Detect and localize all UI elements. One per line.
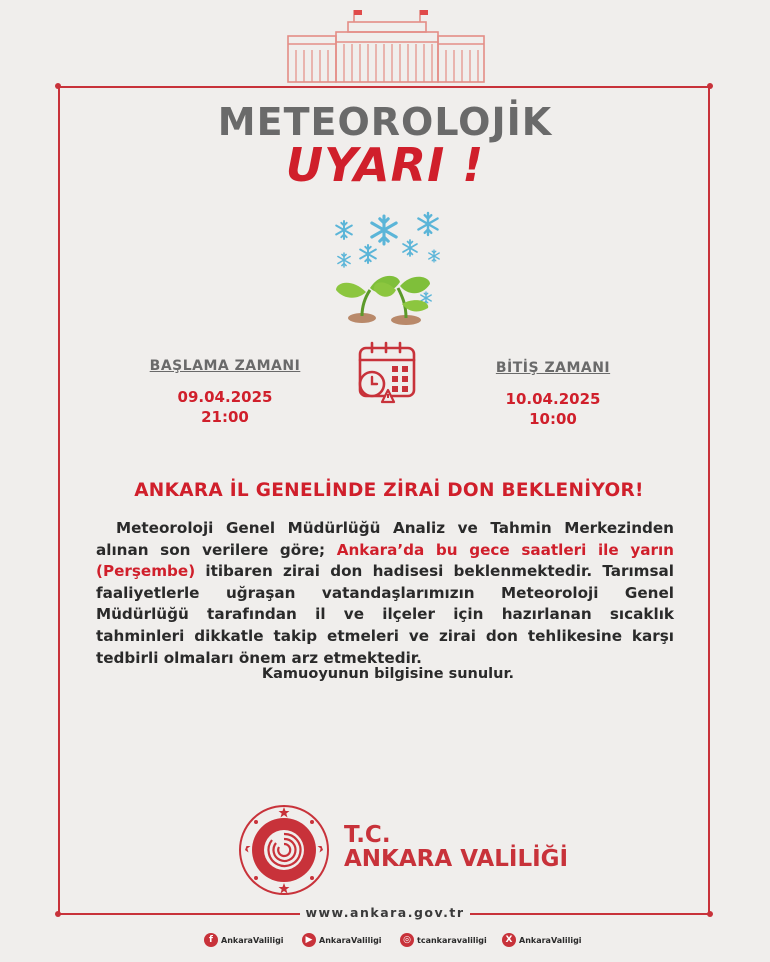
frame-corner-dot [707,83,713,89]
social-handle: AnkaraValiligi [319,935,382,945]
social-instagram[interactable] [400,933,487,947]
social-handle: AnkaraValiligi [221,935,284,945]
social-youtube[interactable] [302,933,382,947]
end-time-block [453,360,653,428]
social-handle: AnkaraValiligi [519,935,582,945]
social-facebook[interactable] [204,933,284,947]
start-time-label: BAŞLAMA ZAMANI [149,358,301,374]
org-line-ankara-valiligi: ANKARA VALİLİĞİ [344,846,569,872]
calendar-clock-warning-icon [356,340,418,404]
end-hour: 10:00 [529,410,577,428]
social-x[interactable] [502,933,582,947]
end-date: 10.04.2025 [505,390,601,408]
body-text-highlight: Ankara’da bu gece saatleri ile yarın (Perşembe) [96,540,674,581]
ankara-governorship-seal [238,804,330,896]
org-line-tc: T.C. [344,822,391,848]
x-icon: X [502,933,516,947]
footer-divider-right [470,913,710,915]
frost-seedling-icon [322,208,446,332]
youtube-icon: ▶ [302,933,316,947]
instagram-icon: ◎ [400,933,414,947]
start-date: 09.04.2025 [177,388,273,406]
body-text-part1: Meteoroloji Genel Müdürlüğü Analiz ve Tahmin Merkezinden alınan son verilere göre; [96,519,674,559]
social-handle: tcankaravaliligi [417,935,487,945]
announcement-body [96,518,674,669]
end-time-label: BİTİŞ ZAMANI [495,360,611,376]
frame-corner-dot [55,83,61,89]
website-link[interactable]: www.ankara.gov.tr [305,905,465,920]
body-text-part2: itibaren zirai don hadisesi beklenmektedir. Tarımsal faaliyetlerle uğraşan vatandaşlarımızın Meteoroloji Genel Müdürlüğü tarafından il ve ilçeler için hazırlanan sıcaklık tahminleri dikkatle takip etmeleri ve zirai don tehlikesine karşı tedbirli olmaları önem arz etmektedir. [96,562,674,667]
start-hour: 21:00 [201,408,249,426]
title-uyari: UYARI ! [285,138,485,192]
parliament-building-icon [286,8,486,84]
footer-dot-right [707,911,713,917]
announcement-headline: ANKARA İL GENELİNDE ZİRAİ DON BEKLENİYOR! [134,480,644,501]
closing-statement: Kamuoyunun bilgisine sunulur. [261,666,515,682]
facebook-icon: f [204,933,218,947]
title-meteorolojik: METEOROLOJİK [217,100,553,144]
start-time-block [125,358,325,426]
